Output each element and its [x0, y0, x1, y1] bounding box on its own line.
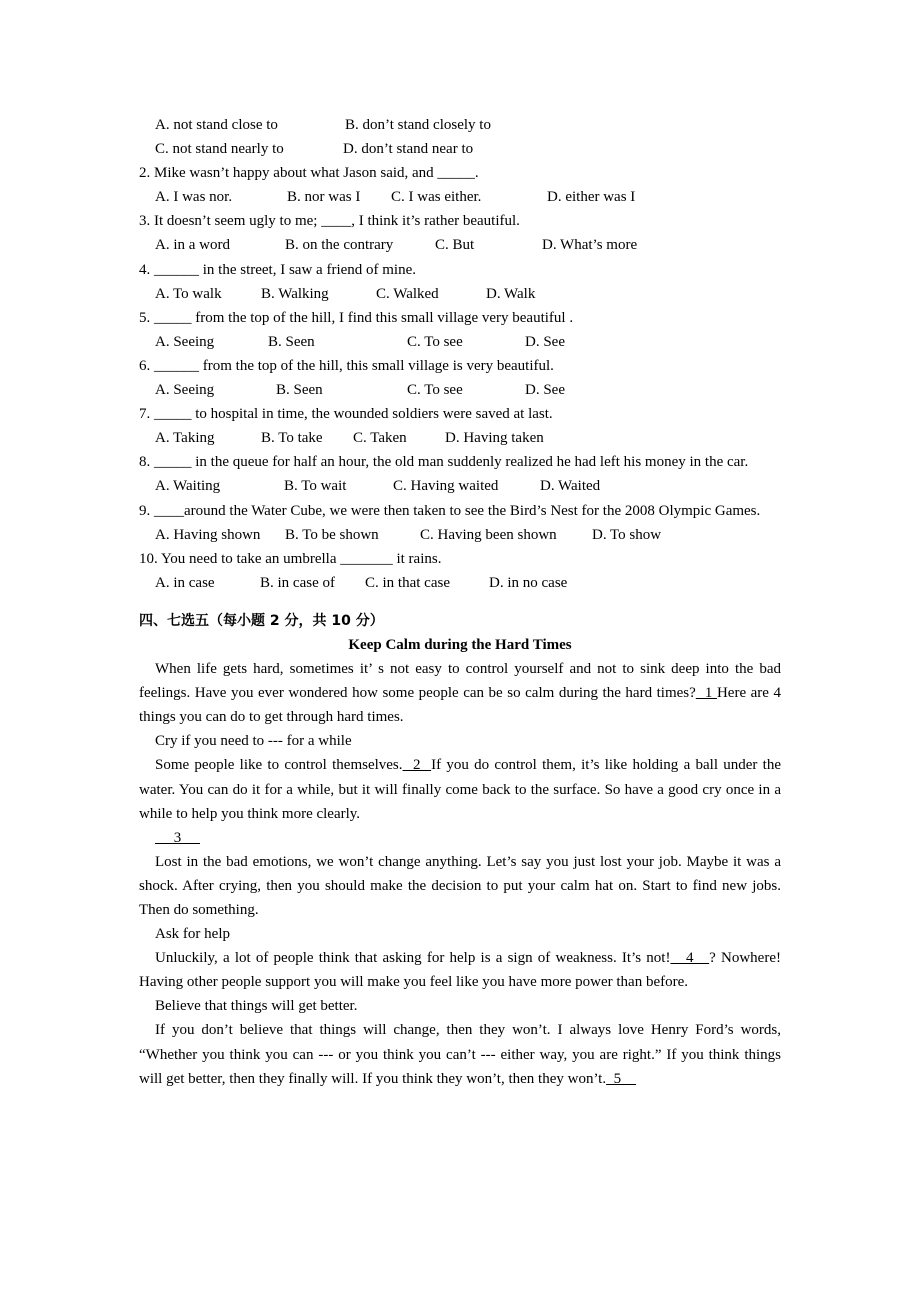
q5-text: _____ from the top of the hill, I find this small village very beautiful .: [154, 309, 574, 326]
q8-text: _____ in the queue for half an hour, the old man suddenly realized he had left his money in the car.: [154, 454, 749, 471]
question-8-options: [139, 474, 781, 498]
p1-text-a: When life gets hard, sometimes it’ s not easy to control yourself and not to sink deep into the bad feelings. Have you ever wondered how some people can be so calm during the hard times?: [139, 661, 781, 702]
p4-text-b: ? Nowhere! Having other people support you will make you feel like you have more power than before.: [139, 950, 781, 991]
blank-1: 1: [695, 685, 717, 702]
question-6-stem: [139, 354, 781, 378]
passage-heading-blank-3: [139, 826, 781, 850]
question-9-options: [139, 523, 781, 547]
q3-option-c: C. But: [435, 237, 475, 254]
q5-option-b: B. Seen: [268, 333, 315, 350]
q2-option-b: B. nor was I: [287, 189, 361, 206]
question-3-stem: [139, 209, 781, 233]
q7-option-b: B. To take: [261, 430, 323, 447]
q9-option-a: A. Having shown: [155, 526, 261, 543]
q10-option-a: A. in case: [155, 574, 215, 591]
q2-option-c: C. I was either.: [391, 189, 482, 206]
q4-text: ______ in the street, I saw a friend of mine.: [154, 261, 417, 278]
question-2-options: [139, 185, 781, 209]
q7-option-c: C. Taken: [353, 430, 407, 447]
passage-paragraph-1: [139, 657, 781, 729]
q9-text: ____around the Water Cube, we were then taken to see the Bird’s Nest for the 2008 Olympic Games.: [154, 502, 761, 519]
q6-option-b: B. Seen: [276, 382, 323, 399]
question-5-options: [139, 330, 781, 354]
q10-option-d: D. in no case: [489, 574, 568, 591]
question-7-options: [139, 426, 781, 450]
question-4-stem: [139, 258, 781, 282]
q2-option-d: D. either was I: [547, 189, 636, 206]
question-2-stem: [139, 161, 781, 185]
q7-option-d: D. Having taken: [445, 430, 544, 447]
question-4-options: [139, 282, 781, 306]
q10-text: You need to take an umbrella _______ it rains.: [160, 550, 442, 567]
q2-option-a: A. I was nor.: [155, 189, 233, 206]
q9-option-b: B. To be shown: [285, 526, 379, 543]
q4-option-c: C. Walked: [376, 285, 439, 302]
q5-option-c: C. To see: [407, 333, 463, 350]
p5-text: If you don’t believe that things will change, then they won’t. I always love Henry Ford’s words, “Whether you think you can --- or you think you can’t --- either way, you are right.” If you think things will get better, then they finally will. If you think they won’t, then they won’t.: [139, 1022, 781, 1087]
q8-option-d: D. Waited: [540, 478, 601, 495]
passage-title: Keep Calm during the Hard Times: [348, 636, 572, 653]
p2-text-a: Some people like to control themselves.: [155, 757, 403, 774]
question-10-stem: [139, 547, 781, 571]
q7-text: _____ to hospital in time, the wounded soldiers were saved at last.: [154, 406, 553, 423]
question-9-stem: [139, 499, 781, 523]
q1-option-c: C. not stand nearly to: [155, 141, 284, 158]
q6-option-a: A. Seeing: [155, 382, 215, 399]
q10-option-c: C. in that case: [365, 574, 450, 591]
q2-number: 2.: [139, 165, 151, 182]
q3-text: It doesn’t seem ugly to me; ____, I think it’s rather beautiful.: [154, 213, 520, 230]
q8-option-a: A. Waiting: [155, 478, 221, 495]
passage-paragraph-5: [139, 1018, 781, 1090]
section-gap: [139, 595, 781, 609]
q1-option-d: D. don’t stand near to: [343, 141, 474, 158]
q8-number: 8.: [139, 454, 151, 471]
question-6-options: [139, 378, 781, 402]
q10-option-b: B. in case of: [260, 574, 335, 591]
q3-option-d: D. What’s more: [542, 237, 638, 254]
blank-2: 2: [402, 757, 432, 774]
blank-5: 5: [606, 1070, 637, 1087]
q10-number: 10.: [139, 550, 158, 567]
question-5-stem: [139, 306, 781, 330]
q8-option-b: B. To wait: [284, 478, 347, 495]
q5-option-a: A. Seeing: [155, 333, 215, 350]
p2-text-b: If you do control them, it’s like holding a ball under the water. You can do it for a while, but it will finally come back to the surface. So have a good cry once in a while to help you think more clearly.: [139, 757, 781, 822]
q4-option-d: D. Walk: [486, 285, 536, 302]
q7-number: 7.: [139, 406, 151, 423]
q7-option-a: A. Taking: [155, 430, 215, 447]
p4-text-a: Unluckily, a lot of people think that asking for help is a sign of weakness. It’s not!: [155, 950, 671, 967]
q4-number: 4.: [139, 261, 151, 278]
p1-text-b: Here are 4 things you can do to get through hard times.: [139, 685, 782, 726]
q3-number: 3.: [139, 213, 151, 230]
q9-number: 9.: [139, 502, 151, 519]
q5-option-d: D. See: [525, 333, 565, 350]
blank-4: 4: [670, 950, 710, 967]
q6-option-c: C. To see: [407, 382, 463, 399]
q3-option-b: B. on the contrary: [285, 237, 394, 254]
q8-option-c: C. Having waited: [393, 478, 499, 495]
question-3-options: [139, 233, 781, 257]
q4-option-b: B. Walking: [261, 285, 329, 302]
passage-heading-2: Ask for help: [155, 926, 230, 943]
q1-option-a: A. not stand close to: [155, 117, 278, 133]
q2-text: Mike wasn’t happy about what Jason said, and _____.: [154, 165, 479, 182]
passage-paragraph-2: [139, 753, 781, 825]
passage-paragraph-4: [139, 946, 781, 994]
blank-3: 3: [155, 829, 200, 846]
question-1-options: [139, 113, 781, 137]
document-content: [139, 113, 781, 1091]
q6-number: 6.: [139, 357, 151, 374]
question-1-options-2: [139, 137, 781, 161]
q4-option-a: A. To walk: [155, 285, 222, 302]
question-10-options: [139, 571, 781, 595]
question-8-stem: [139, 450, 781, 474]
passage-paragraph-3: Lost in the bad emotions, we won’t change anything. Let’s say you just lost your job. Maybe it was a shock. After crying, then you should make the decision to put your calm hat on. Start to find new jobs. Then do something.: [139, 853, 781, 918]
passage-heading-3: Believe that things will get better.: [155, 998, 358, 1015]
q9-option-d: D. To show: [592, 526, 662, 543]
q3-option-a: A. in a word: [155, 237, 230, 254]
section-4-title: 四、七选五（每小题 2 分，共 10 分）: [139, 612, 384, 629]
q5-number: 5.: [139, 309, 151, 326]
q1-option-b: B. don’t stand closely to: [345, 117, 491, 133]
q9-option-c: C. Having been shown: [420, 526, 557, 543]
q6-option-d: D. See: [525, 382, 565, 399]
q6-text: ______ from the top of the hill, this small village is very beautiful.: [154, 357, 554, 374]
question-7-stem: [139, 402, 781, 426]
passage-heading-1: Cry if you need to --- for a while: [155, 733, 352, 750]
